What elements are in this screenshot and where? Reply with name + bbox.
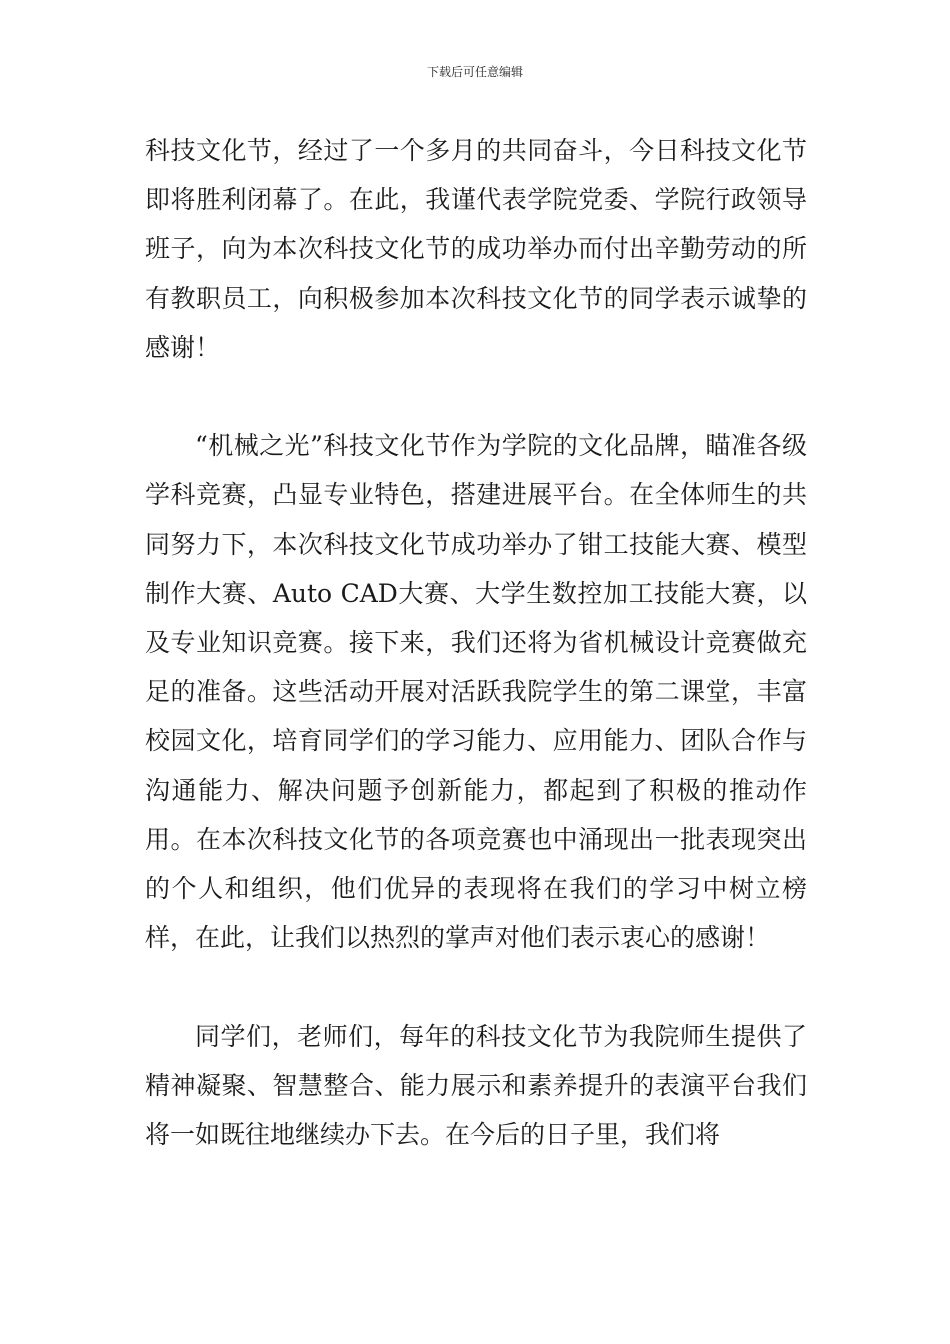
paragraph-spacer	[145, 372, 807, 421]
paragraph-spacer	[145, 962, 807, 1011]
paragraph-closing-thanks: 科技文化节，经过了一个多月的共同奋斗，今日科技文化节即将胜利闭幕了。在此，我谨代表学院党委、学院行政领导班子，向为本次科技文化节的成功举办而付出辛勤劳动的所有教职员工，向积极参加本次科技文化节的同学表示诚挚的感谢！	[145, 136, 807, 362]
paragraph-festival-activities: “机械之光”科技文化节作为学院的文化品牌，瞄准各级学科竞赛，凸显专业特色，搭建进展平台。在全体师生的共同努力下，本次科技文化节成功举办了钳工技能大赛、模型制作大赛、Auto CAD大赛、大学生数控加工技能大赛，以及专业知识竞赛。接下来，我们还将为省机械设计竞赛做充足的准备。这些活动开展对活跃我院学生的第二课堂，丰富校园文化，培育同学们的学习能力、应用能力、团队合作与沟通能力、解决问题予创新能力，都起到了积极的推动作用。在本次科技文化节的各项竞赛也中涌现出一批表现突出的个人和组织，他们优异的表现将在我们的学习中树立榜样，在此，让我们以热烈的掌声对他们表示衷心的感谢！	[145, 431, 807, 953]
page-header-note: 下载后可任意编辑	[426, 65, 523, 79]
paragraph-future-outlook: 同学们，老师们，每年的科技文化节为我院师生提供了精神凝聚、智慧整合、能力展示和素养提升的表演平台我们将一如既往地继续办下去。在今后的日子里，我们将	[145, 1021, 807, 1150]
document-body	[145, 126, 807, 1159]
